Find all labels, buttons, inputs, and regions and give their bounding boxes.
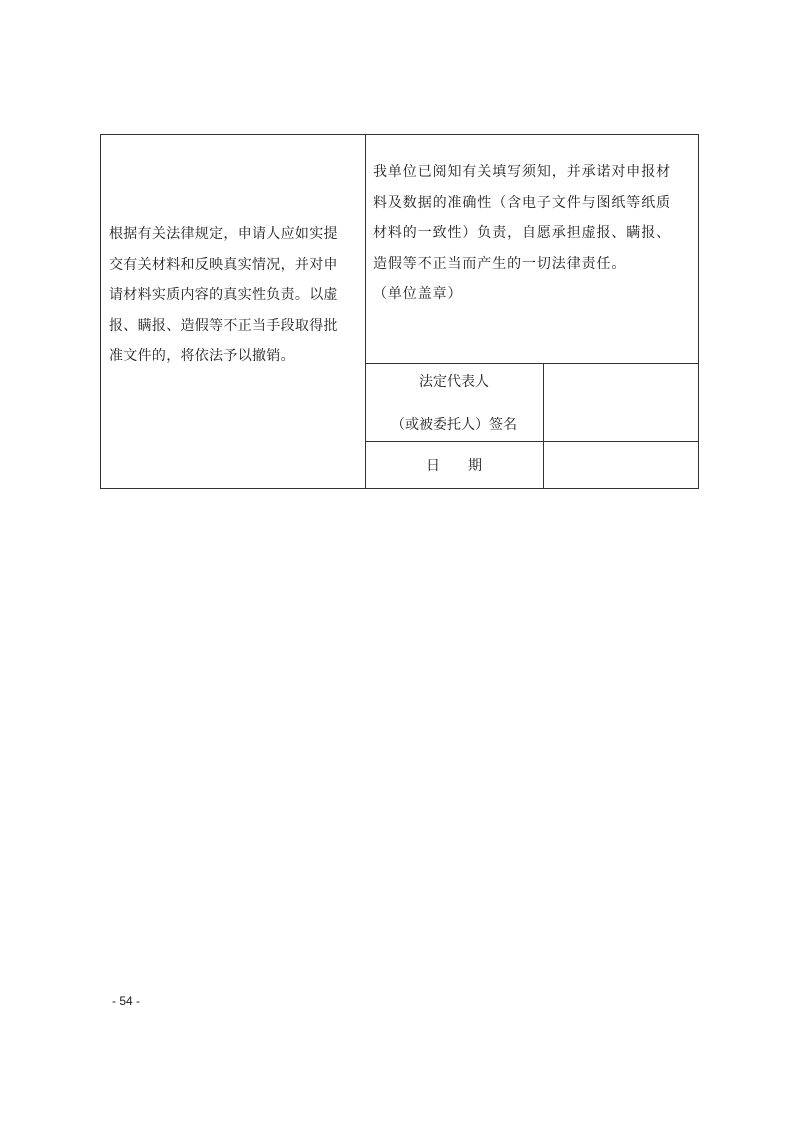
notice-line: 交有关材料和反映真实情况，并对申 [109,256,338,273]
unit-seal-label: （单位盖章） [373,286,463,302]
commitment-form-table [100,134,699,489]
commitment-line: 材料的一致性）负责，自愿承担虚报、瞒报、 [373,225,671,241]
commitment-statement [373,157,691,310]
signature-value-cell[interactable] [544,364,698,441]
signature-label-line2: （或被委托人）签名 [391,417,517,433]
legal-notice-text [109,219,364,372]
commitment-line: 我单位已阅知有关填写须知，并承诺对申报材 [373,164,671,180]
commitment-line: 料及数据的准确性（含电子文件与图纸等纸质 [373,194,671,211]
signature-label-line1: 法定代表人 [419,374,489,390]
notice-line: 根据有关法律规定，申请人应如实提 [109,226,338,242]
date-label: 日 期 [426,458,482,474]
notice-line: 报、瞒报、造假等不正当手段取得批 [109,317,338,334]
commitment-line: 造假等不正当而产生的一切法律责任。 [373,255,627,272]
notice-line: 请材料实质内容的真实性负责。以虚 [109,287,338,303]
notice-line: 准文件的，将依法予以撤销。 [109,348,295,364]
date-value-cell[interactable] [544,442,698,488]
page-number: - 54 - [112,994,141,1008]
column-divider [365,135,366,488]
